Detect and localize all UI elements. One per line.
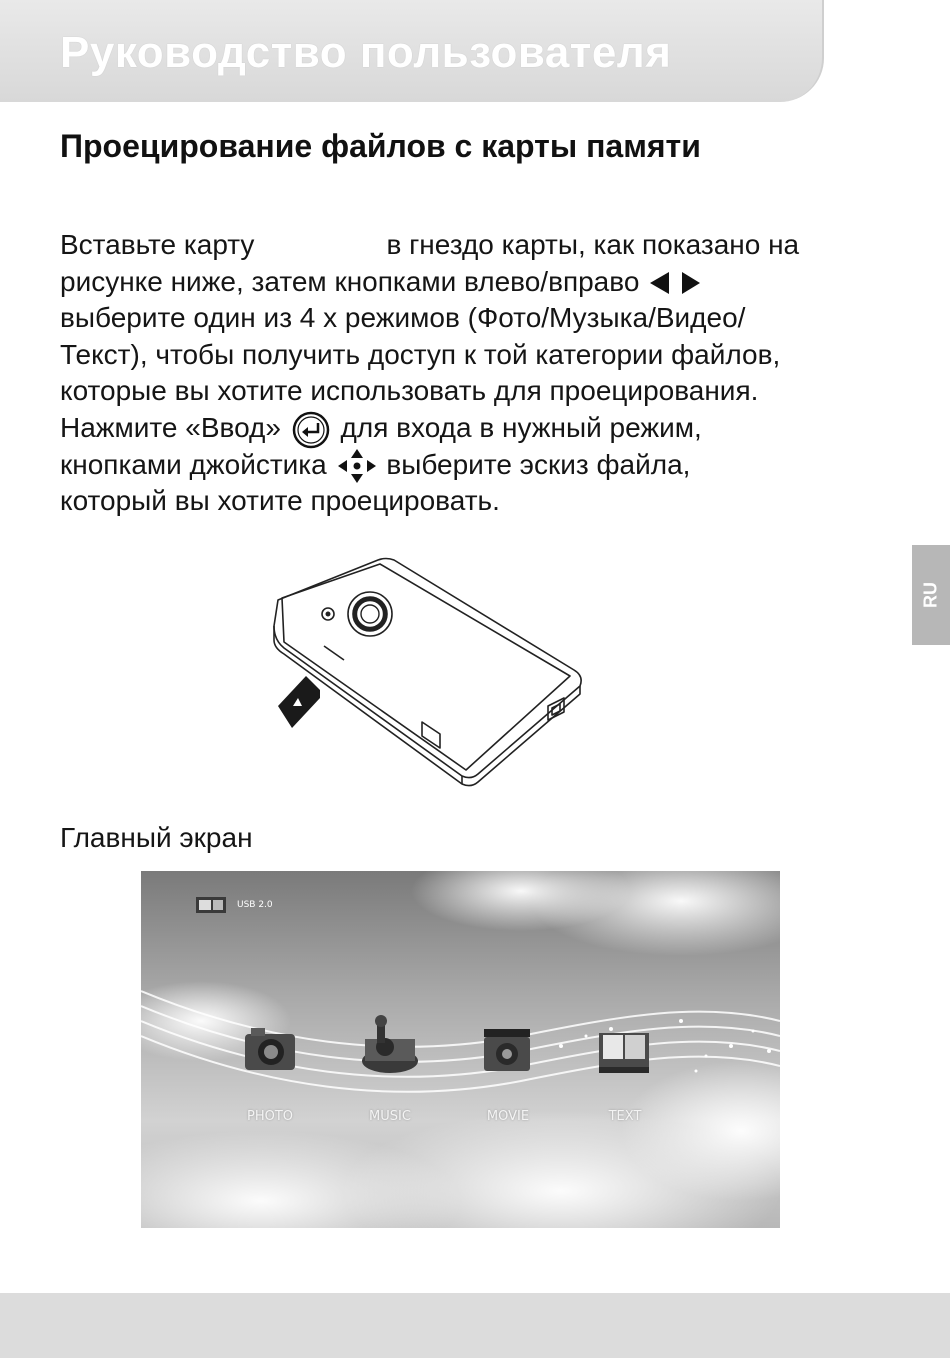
page-header-title: Руководство пользователя [60, 28, 672, 77]
section-title: Проецирование файлов с карты памяти [60, 128, 701, 164]
instruction-text: для входа в нужный режим, [340, 411, 702, 443]
header-band [0, 0, 824, 102]
instruction-text: рисунке ниже, затем кнопками влево/вправо [60, 265, 640, 297]
left-arrow-icon [647, 270, 671, 296]
menu-item-movie[interactable]: MOVIE [486, 1109, 530, 1124]
film-camera-icon [484, 1029, 530, 1071]
menu-item-text[interactable]: TEXT [608, 1109, 642, 1124]
projector-device-illustration [268, 548, 598, 788]
instruction-text: в гнездо карты, как показано на [386, 229, 800, 260]
usb-device-icon [196, 897, 226, 913]
camera-icon [245, 1028, 295, 1070]
main-screen-preview [141, 871, 780, 1228]
sky-background [141, 871, 780, 1228]
main-screen-caption: Главный экран [60, 822, 253, 853]
enter-button-icon [289, 411, 333, 449]
instruction-text: который вы хотите проецировать. [60, 485, 500, 517]
instruction-text: кнопками джойстика [60, 448, 327, 480]
instruction-text: которые вы хотите использовать для проецирования. [60, 375, 759, 407]
menu-item-music[interactable]: MUSIC [369, 1109, 411, 1124]
instructions-paragraph [60, 227, 910, 520]
joystick-icon [335, 448, 379, 484]
menu-item-photo[interactable]: PHOTO [246, 1109, 294, 1124]
language-tab [912, 545, 950, 645]
usb-status-label: USB 2.0 [237, 900, 273, 910]
instruction-text: выберите один из 4 х режимов (Фото/Музыка/Видео/ [60, 302, 746, 334]
instruction-text: Вставьте карту [60, 229, 255, 260]
right-arrow-icon [679, 270, 703, 296]
instruction-text: Текст), чтобы получить доступ к той категории файлов, [60, 338, 781, 370]
footer-band [0, 1293, 950, 1358]
language-label: RU [920, 582, 941, 608]
instruction-text: Нажмите «Ввод» [60, 411, 281, 443]
instruction-text: выберите эскиз файла, [386, 448, 691, 480]
book-icon [599, 1033, 649, 1073]
